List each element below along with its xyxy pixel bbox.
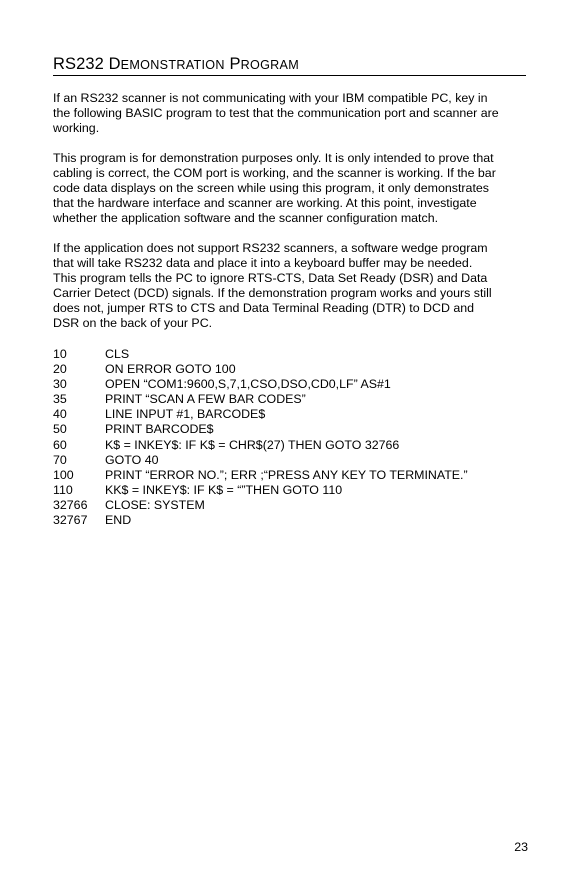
text-line: that the hardware interface and scanner are working. At this point, investigate <box>53 196 477 211</box>
line-statement: END <box>105 513 132 528</box>
line-number: 40 <box>53 407 67 422</box>
program-line <box>53 422 531 437</box>
line-statement: ON ERROR GOTO 100 <box>105 362 236 377</box>
program-line <box>53 483 531 498</box>
text-line: Carrier Detect (DCD) signals. If the demonstration program works and yours still <box>53 286 492 301</box>
program-listing <box>53 347 531 528</box>
line-statement: OPEN “COM1:9600,S,7,1,CSO,DSO,CD0,LF” AS#1 <box>105 377 391 392</box>
text-line: code data displays on the screen while using this program, it only demonstrates <box>53 181 489 196</box>
text-line: If the application does not support RS232 scanners, a software wedge program <box>53 241 488 255</box>
paragraph-purpose <box>53 151 531 226</box>
line-statement: PRINT “ERROR NO.”; ERR ;“PRESS ANY KEY TO TERMINATE.” <box>105 467 468 482</box>
section-heading <box>53 54 526 75</box>
line-number: 20 <box>53 362 67 377</box>
paragraph-intro <box>53 91 531 136</box>
line-statement: PRINT “SCAN A FEW BAR CODES” <box>105 392 306 407</box>
program-line <box>53 362 531 377</box>
text-line: whether the application software and the scanner configuration match. <box>53 211 439 226</box>
line-statement: PRINT BARCODE$ <box>105 422 214 437</box>
heading-part: RS232 D <box>53 55 121 73</box>
text-line: This program tells the PC to ignore RTS-CTS, Data Set Ready (DSR) and Data <box>53 271 488 286</box>
line-number: 110 <box>53 482 73 497</box>
program-line <box>53 392 531 407</box>
heading-rule <box>53 75 526 76</box>
text-line: cabling is correct, the COM port is working, and the scanner is working. If the bar <box>53 166 496 181</box>
line-number: 60 <box>53 437 67 452</box>
text-line: If an RS232 scanner is not communicating with your IBM compatible PC, key in <box>53 91 488 105</box>
line-statement: K$ = INKEY$: IF K$ = CHR$(27) THEN GOTO 32766 <box>105 437 400 452</box>
text-line: DSR on the back of your PC. <box>53 316 213 331</box>
paragraph-wedge <box>53 241 531 332</box>
line-number: 32766 <box>53 497 88 512</box>
line-number: 100 <box>53 467 74 482</box>
program-line <box>53 377 531 392</box>
line-statement: CLS <box>105 347 130 361</box>
heading-small-caps: EMONSTRATION <box>120 58 225 72</box>
text-line: the following BASIC program to test that the communication port and scanner are <box>53 106 499 121</box>
text-line: that will take RS232 data and place it into a keyboard buffer may be needed. <box>53 256 473 271</box>
program-line <box>53 468 531 483</box>
heading-small-caps: ROGRAM <box>240 58 300 72</box>
text-line: does not, jumper RTS to CTS and Data Terminal Reading (DTR) to DCD and <box>53 301 475 316</box>
text-line: This program is for demonstration purposes only. It is only intended to prove that <box>53 151 494 165</box>
program-line <box>53 453 531 468</box>
heading-part: P <box>224 55 241 73</box>
program-line <box>53 407 531 422</box>
line-statement: CLOSE: SYSTEM <box>105 497 205 512</box>
line-number: 32767 <box>53 513 88 528</box>
program-line <box>53 498 531 513</box>
line-statement: KK$ = INKEY$: IF K$ = “”THEN GOTO 110 <box>105 482 343 497</box>
program-line <box>53 347 531 362</box>
line-statement: LINE INPUT #1, BARCODE$ <box>105 407 266 422</box>
line-number: 30 <box>53 377 67 392</box>
line-statement: GOTO 40 <box>105 452 159 467</box>
text-line: working. <box>53 121 100 136</box>
line-number: 10 <box>53 347 67 361</box>
line-number: 50 <box>53 422 67 437</box>
line-number: 35 <box>53 392 67 407</box>
program-line <box>53 438 531 453</box>
program-line <box>53 513 531 528</box>
page-number: 23 <box>514 840 528 854</box>
line-number: 70 <box>53 452 67 467</box>
